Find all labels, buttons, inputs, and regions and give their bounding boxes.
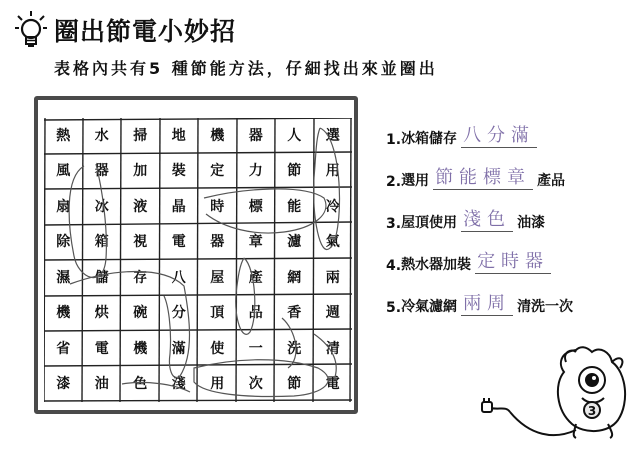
grid-cell: 頂 (210, 305, 225, 322)
lightbulb-icon (14, 10, 48, 50)
grid-cell: 用 (325, 163, 340, 180)
grid-cell: 標 (248, 198, 263, 215)
answer-prefix: 冰箱儲存 (401, 131, 458, 147)
grid-cell: 產 (248, 269, 263, 286)
grid-cell: 品 (248, 305, 263, 322)
grid-cell: 器 (248, 127, 263, 144)
grid-cell: 儲 (94, 269, 109, 286)
answer-suffix: 產品 (537, 173, 566, 189)
grid-cell: 用 (210, 376, 225, 393)
answer-item-3 (386, 202, 545, 232)
answer-item-1 (386, 118, 541, 148)
grid-cell: 掃 (133, 127, 148, 144)
grid-cell: 液 (133, 198, 148, 215)
answer-prefix: 冷氣濾網 (401, 299, 458, 315)
grid-cell: 力 (248, 163, 263, 180)
grid-cell: 章 (248, 234, 263, 251)
grid-cell: 時 (210, 198, 225, 215)
answer-number: 4. (386, 258, 402, 274)
grid-cell: 視 (133, 234, 148, 251)
grid-cell: 烘 (94, 305, 109, 322)
grid-cell: 節 (287, 376, 302, 393)
answer-item-4 (386, 244, 555, 274)
grid-cell: 存 (133, 269, 148, 286)
grid-cell: 箱 (94, 234, 109, 251)
grid-cell: 風 (56, 163, 71, 180)
grid-cell: 洗 (287, 340, 302, 357)
answer-handwritten[interactable]: 兩周 (463, 293, 512, 314)
grid-cell: 電 (94, 340, 109, 357)
answer-prefix: 選用 (401, 173, 430, 189)
grid-cell: 網 (287, 269, 302, 286)
instruction-text: 表格內共有5 種節能方法，仔細找出來並圈出 (54, 59, 438, 78)
grid-cell: 碗 (133, 305, 148, 322)
grid-cell: 選 (325, 127, 340, 144)
mascot-badge-number: 3 (587, 404, 597, 418)
answer-item-2 (386, 160, 565, 190)
grid-cell: 分 (171, 305, 186, 322)
grid-cell: 漆 (56, 376, 71, 393)
grid-cell: 氣 (325, 234, 340, 251)
grid-cell: 清 (325, 340, 340, 357)
answer-handwritten[interactable]: 八分滿 (463, 125, 536, 146)
grid-cell: 人 (287, 127, 302, 144)
mascot-illustration (480, 340, 630, 445)
answer-prefix: 屋頂使用 (401, 215, 458, 231)
grid-cell: 屋 (210, 269, 225, 286)
grid-cell: 電 (325, 376, 340, 393)
answer-number: 3. (386, 216, 402, 232)
answer-number: 1. (386, 132, 402, 148)
grid-cell: 色 (133, 376, 148, 393)
answer-suffix: 油漆 (517, 215, 546, 231)
word-grid (44, 118, 352, 402)
answer-number: 5. (386, 300, 402, 316)
grid-cell: 扇 (56, 198, 71, 215)
grid-cell: 淺 (171, 376, 186, 393)
grid-cell: 一 (248, 340, 263, 357)
answer-handwritten[interactable]: 節能標章 (435, 167, 532, 188)
grid-cell: 電 (171, 234, 186, 251)
grid-cell: 冷 (325, 198, 340, 215)
grid-cell: 加 (133, 163, 148, 180)
grid-cell: 兩 (325, 269, 340, 286)
grid-cell: 週 (325, 305, 340, 322)
answer-handwritten[interactable]: 定時器 (477, 251, 550, 272)
grid-cell: 地 (171, 127, 186, 144)
grid-cell: 省 (56, 340, 71, 357)
grid-cell: 定 (210, 163, 225, 180)
grid-cell: 油 (94, 376, 109, 393)
answer-handwritten[interactable]: 淺色 (463, 209, 512, 230)
grid-cell: 節 (287, 163, 302, 180)
answer-number: 2. (386, 174, 402, 190)
page-title: 圈出節電小妙招 (54, 17, 237, 46)
grid-cell: 機 (133, 340, 148, 357)
grid-cell: 滿 (171, 340, 186, 357)
grid-cell: 熱 (56, 127, 71, 144)
grid-cell: 濕 (56, 269, 71, 286)
grid-cell: 晶 (171, 198, 186, 215)
grid-cell: 濾 (287, 234, 302, 251)
grid-cell: 次 (248, 376, 263, 393)
grid-cell: 器 (94, 163, 109, 180)
grid-cell: 裝 (171, 163, 186, 180)
grid-cell: 機 (210, 127, 225, 144)
grid-cell: 八 (171, 269, 186, 286)
grid-cell: 使 (210, 340, 225, 357)
grid-cell: 水 (94, 127, 109, 144)
grid-cell: 除 (56, 234, 71, 251)
answer-prefix: 熱水器加裝 (401, 257, 472, 273)
answer-item-5 (386, 286, 573, 316)
answer-suffix: 清洗一次 (517, 299, 574, 315)
grid-cell: 香 (287, 305, 302, 322)
grid-cell: 冰 (94, 198, 109, 215)
title-row (14, 8, 236, 52)
grid-cell: 機 (56, 305, 71, 322)
grid-cell: 能 (287, 198, 302, 215)
grid-cell: 器 (210, 234, 225, 251)
